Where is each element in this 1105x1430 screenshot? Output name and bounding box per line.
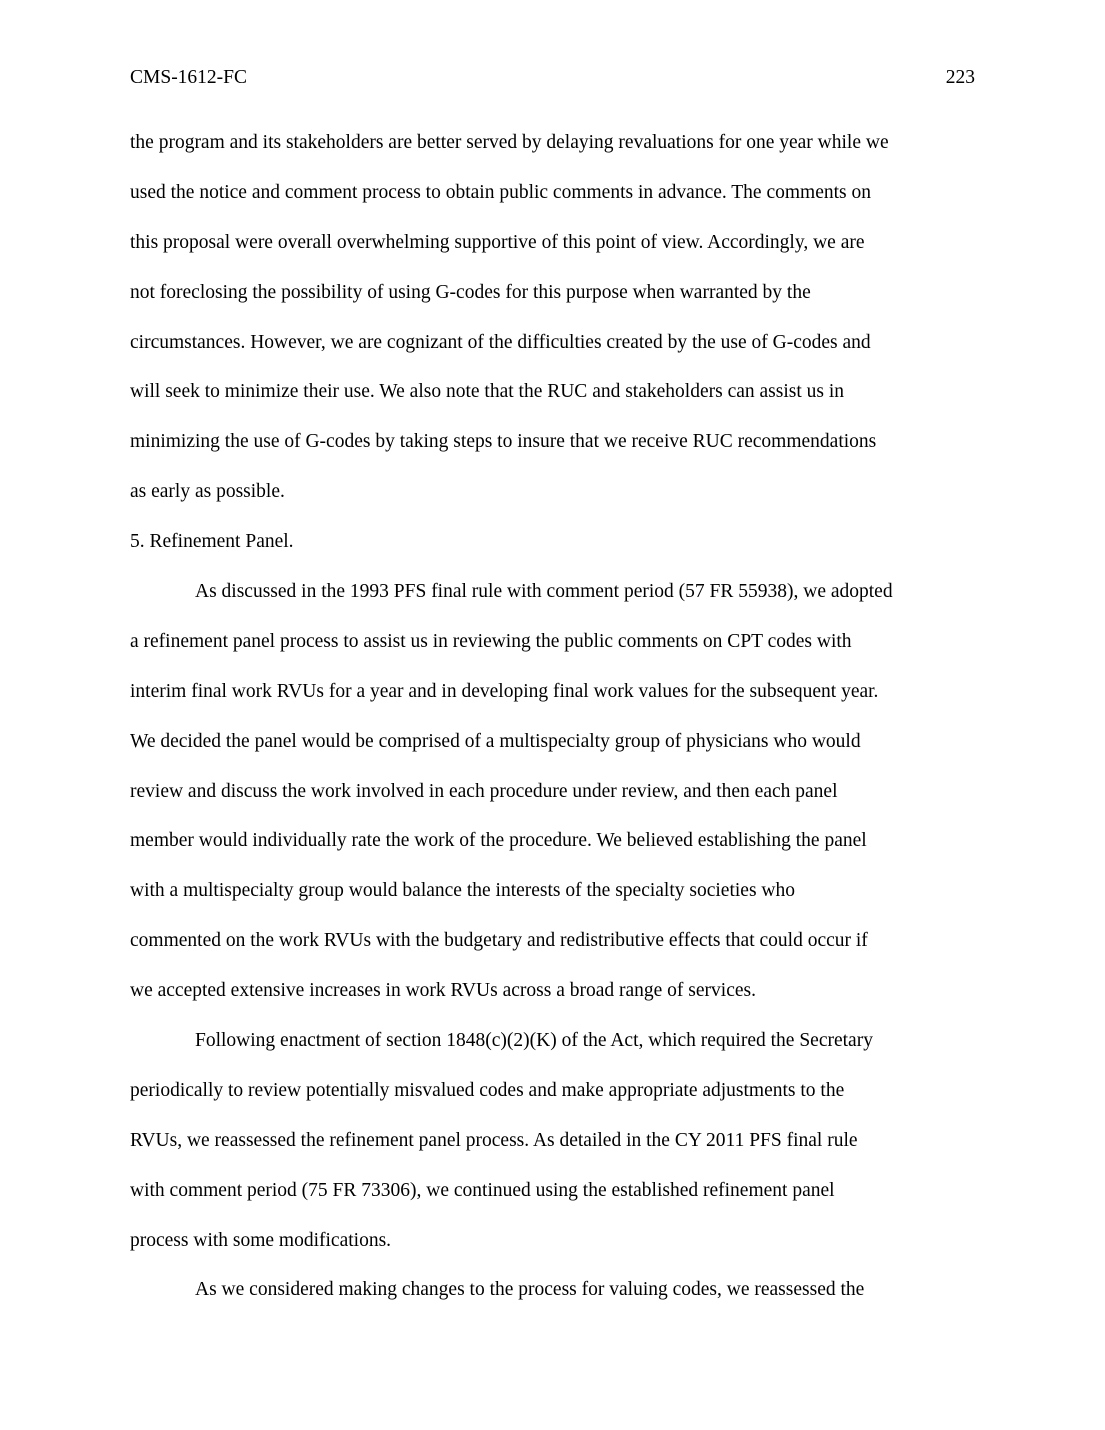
text-line: not foreclosing the possibility of using G-codes for this purpose when warranted by the: [130, 281, 811, 303]
text-line: review and discuss the work involved in each procedure under review, and then each panel: [130, 780, 838, 802]
text-line: commented on the work RVUs with the budgetary and redistributive effects that could occur if: [130, 930, 868, 952]
document-id: CMS-1612-FC: [130, 67, 248, 88]
text-line: minimizing the use of G-codes by taking steps to insure that we receive RUC recommendations: [130, 431, 877, 453]
text-line: process with some modifications.: [130, 1229, 392, 1251]
text-line: 5. Refinement Panel.: [130, 531, 294, 553]
page-number: 223: [945, 67, 975, 88]
text-line: interim final work RVUs for a year and in developing final work values for the subsequent year.: [130, 680, 879, 702]
text-line: We decided the panel would be comprised of a multispecialty group of physicians who would: [130, 730, 861, 752]
text-line: will seek to minimize their use. We also note that the RUC and stakeholders can assist us in: [130, 381, 845, 403]
text-line: RVUs, we reassessed the refinement panel process. As detailed in the CY 2011 PFS final rule: [130, 1129, 858, 1151]
text-line: member would individually rate the work of the procedure. We believed establishing the panel: [130, 830, 867, 852]
text-line: a refinement panel process to assist us in reviewing the public comments on CPT codes with: [130, 630, 852, 652]
text-line: Following enactment of section 1848(c)(2)(K) of the Act, which required the Secretary: [195, 1030, 873, 1052]
text-line: used the notice and comment process to obtain public comments in advance. The comments on: [130, 181, 871, 203]
text-line: with a multispecialty group would balance the interests of the specialty societies who: [130, 880, 795, 902]
text-line: As we considered making changes to the process for valuing codes, we reassessed the: [195, 1279, 865, 1301]
text-line: this proposal were overall overwhelming supportive of this point of view. Accordingly, we are: [130, 231, 865, 253]
text-line: circumstances. However, we are cognizant of the difficulties created by the use of G-codes and: [130, 331, 871, 353]
text-line: As discussed in the 1993 PFS final rule with comment period (57 FR 55938), we adopted: [195, 581, 893, 603]
document-body: [130, 129, 976, 1326]
text-line: with comment period (75 FR 73306), we continued using the established refinement panel: [130, 1179, 835, 1201]
text-line: as early as possible.: [130, 481, 285, 503]
text-line: we accepted extensive increases in work RVUs across a broad range of services.: [130, 980, 756, 1002]
text-line: the program and its stakeholders are better served by delaying revaluations for one year while we: [130, 132, 889, 153]
text-line: periodically to review potentially misvalued codes and make appropriate adjustments to the: [130, 1079, 845, 1101]
